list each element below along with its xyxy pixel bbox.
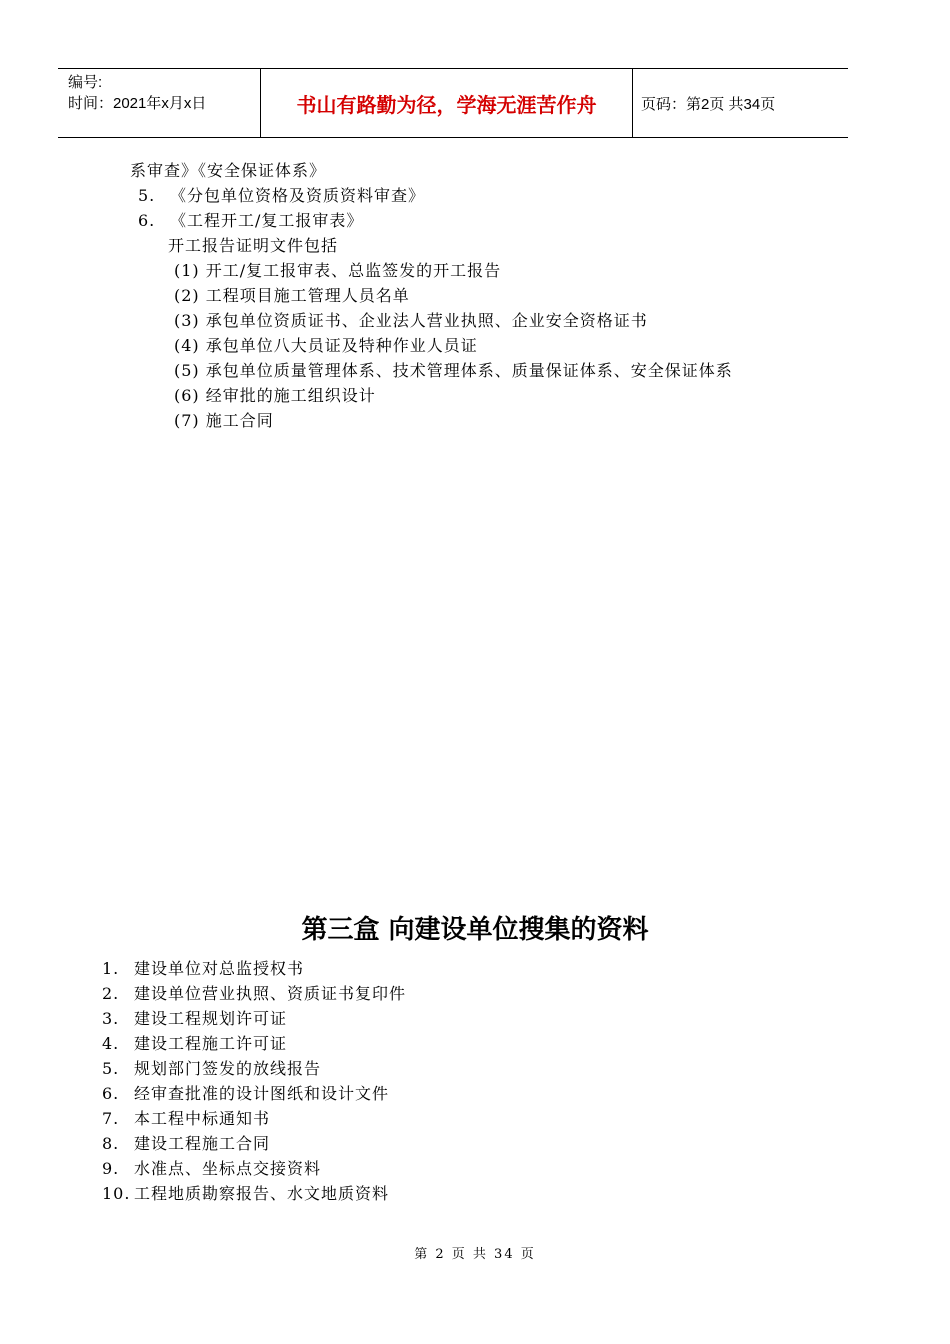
item-number: 10.: [102, 1184, 131, 1203]
list-item: [102, 1158, 321, 1180]
item-number: 5.: [102, 1059, 120, 1078]
number-label: 编号:: [68, 74, 103, 91]
sub-item: (2) 工程项目施工管理人员名单: [174, 286, 410, 305]
item-text: 《分包单位资格及资质资料审查》: [170, 186, 426, 205]
item-text: 建设工程施工许可证: [134, 1034, 288, 1053]
page-footer: 第 2 页 共 34 页: [414, 1247, 536, 1262]
item-number: 3.: [102, 1009, 120, 1028]
sub-item: (5) 承包单位质量管理体系、技术管理体系、质量保证体系、安全保证体系: [174, 361, 733, 380]
item-text: 经审查批准的设计图纸和设计文件: [134, 1084, 390, 1103]
item-number: 6.: [102, 1084, 120, 1103]
header-meta: [58, 69, 260, 137]
sub-item: (7) 施工合同: [174, 411, 274, 430]
list-item: [102, 958, 304, 980]
item-text: 建设工程施工合同: [134, 1134, 271, 1153]
sub-item: (4) 承包单位八大员证及特种作业人员证: [174, 336, 478, 355]
item-number: 7.: [102, 1109, 120, 1128]
item-text: 工程地质勘察报告、水文地质资料: [134, 1184, 390, 1203]
item-text: 规划部门签发的放线报告: [134, 1059, 322, 1078]
list-item: [102, 983, 406, 1005]
list-item: [138, 210, 363, 232]
section-title: 第三盒 向建设单位搜集的资料: [301, 915, 649, 945]
header-motto: 书山有路勤为径，学海无涯苦作舟: [260, 69, 633, 137]
item-number: 4.: [102, 1034, 120, 1053]
item-text: 建设单位对总监授权书: [134, 959, 305, 978]
item-number: 2.: [102, 984, 120, 1003]
list-item: [102, 1133, 270, 1155]
item-number: 1.: [102, 959, 120, 978]
sub-item: (3) 承包单位资质证书、企业法人营业执照、企业安全资格证书: [174, 311, 648, 330]
list-item: [102, 1108, 270, 1130]
sub-heading: 开工报告证明文件包括: [168, 236, 339, 255]
item-number: 6.: [138, 211, 156, 230]
item-text: 水准点、坐标点交接资料: [134, 1159, 322, 1178]
list-item: [102, 1083, 389, 1105]
list-item: [102, 1058, 321, 1080]
item-number: 8.: [102, 1134, 120, 1153]
list-item: [138, 185, 425, 207]
item-text: 建设单位营业执照、资质证书复印件: [134, 984, 407, 1003]
page-header: [58, 68, 848, 138]
header-page-info: 页码：第2页 共34页: [641, 95, 776, 113]
list-item: [102, 1008, 287, 1030]
list-item: [102, 1033, 287, 1055]
list-item: [102, 1183, 389, 1205]
item-number: 5.: [138, 186, 156, 205]
time-label: 时间：2021年x月x日: [68, 95, 207, 112]
item-number: 9.: [102, 1159, 120, 1178]
continuation-line: 系审查》《安全保证体系》: [130, 161, 327, 180]
item-text: 建设工程规划许可证: [134, 1009, 288, 1028]
item-text: 本工程中标通知书: [134, 1109, 271, 1128]
item-text: 《工程开工/复工报审表》: [170, 211, 364, 230]
sub-item: (1) 开工/复工报审表、总监签发的开工报告: [174, 261, 502, 280]
sub-item: (6) 经审批的施工组织设计: [174, 386, 376, 405]
